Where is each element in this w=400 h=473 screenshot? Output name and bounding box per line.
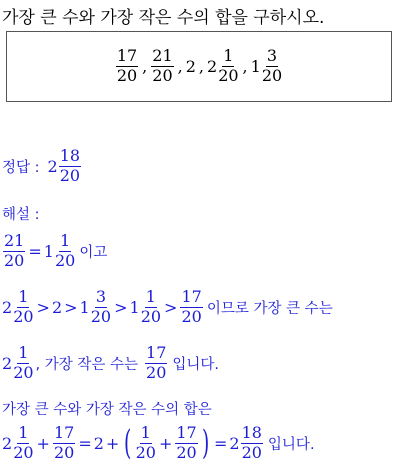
answer-whole: 2 <box>47 156 58 176</box>
question-text: 가장 큰 수와 가장 작은 수의 합을 구하시오. <box>2 8 325 28</box>
fraction <box>13 425 33 462</box>
text: 이므로 가장 큰 수는 <box>206 300 333 317</box>
denominator: 20 <box>59 165 81 185</box>
numerator: 17 <box>53 423 75 442</box>
fraction <box>13 345 33 382</box>
answer-line <box>2 148 82 185</box>
fraction-21-20 <box>151 48 173 85</box>
denominator: 20 <box>241 442 262 462</box>
fraction <box>180 289 202 326</box>
fraction <box>55 233 75 270</box>
denominator: 20 <box>54 250 76 270</box>
fraction <box>91 289 111 326</box>
numerator: 3 <box>266 46 278 66</box>
whole-number: 2 <box>93 433 104 453</box>
denominator: 20 <box>53 442 75 462</box>
mixed-whole: 2 <box>207 57 218 76</box>
numerator: 18 <box>241 423 262 442</box>
greater-than-sign: > <box>114 297 128 317</box>
denominator: 20 <box>146 362 167 382</box>
whole-number: 2 <box>51 297 63 317</box>
comma: , <box>242 57 248 76</box>
mixed-whole: 1 <box>79 297 90 317</box>
fraction <box>145 345 167 382</box>
right-paren: ) <box>201 423 209 464</box>
numerator: 17 <box>116 46 138 66</box>
denominator: 20 <box>261 66 283 85</box>
solution-line-5 <box>2 425 315 462</box>
mixed-whole: 1 <box>129 297 140 317</box>
fraction <box>3 233 25 270</box>
numerator: 1 <box>60 231 71 250</box>
mixed-whole: 1 <box>43 241 54 261</box>
denominator: 20 <box>13 362 34 382</box>
numerator: 1 <box>18 287 29 306</box>
numerator: 1 <box>223 46 234 66</box>
solution-line-3 <box>2 345 219 382</box>
mixed-fraction-part <box>262 48 282 85</box>
fraction <box>136 425 156 462</box>
mixed-whole: 2 <box>229 433 240 453</box>
text: 이고 <box>79 244 108 261</box>
fraction-17-20 <box>116 48 138 85</box>
numerator: 3 <box>95 287 106 306</box>
mixed-whole: 2 <box>2 353 13 373</box>
greater-than-sign: > <box>36 297 50 317</box>
solution-label-line <box>2 203 40 224</box>
plus-sign: + <box>105 433 120 453</box>
comma: , <box>198 57 204 76</box>
answer-fraction <box>59 148 81 185</box>
numerator: 1 <box>140 423 151 442</box>
fraction <box>175 425 197 462</box>
text: 가장 큰 수와 가장 작은 수의 합은 <box>2 402 212 418</box>
fraction <box>141 289 161 326</box>
whole-number-2: 2 <box>185 57 196 76</box>
number-list <box>7 32 391 101</box>
denominator: 20 <box>135 442 156 462</box>
numerator: 17 <box>181 287 202 306</box>
denominator: 20 <box>116 66 138 85</box>
text: , 가장 작은 수는 <box>35 356 139 373</box>
solution-label: 해설 : <box>2 207 40 223</box>
text: 입니다. <box>172 356 220 373</box>
mixed-fraction-part <box>218 48 238 85</box>
number-box <box>6 31 392 102</box>
text: 입니다. <box>267 436 315 453</box>
equals-sign: = <box>213 433 228 453</box>
numerator: 1 <box>18 423 29 442</box>
greater-than-sign: > <box>64 297 78 317</box>
numerator: 1 <box>18 343 29 362</box>
numerator: 17 <box>146 343 167 362</box>
numerator: 1 <box>145 287 156 306</box>
mixed-whole: 1 <box>250 57 261 76</box>
denominator: 20 <box>13 306 34 326</box>
numerator: 21 <box>152 46 173 66</box>
answer-label: 정답 : <box>2 159 40 176</box>
denominator: 20 <box>4 250 25 270</box>
left-paren: ( <box>124 423 132 464</box>
comma: , <box>177 57 183 76</box>
mixed-whole: 2 <box>2 297 13 317</box>
fraction <box>241 425 263 462</box>
denominator: 20 <box>90 306 112 326</box>
denominator: 20 <box>152 66 173 85</box>
numerator: 18 <box>59 146 81 165</box>
fraction <box>53 425 75 462</box>
greater-than-sign: > <box>164 297 178 317</box>
solution-line-1 <box>2 233 107 270</box>
denominator: 20 <box>181 306 202 326</box>
denominator: 20 <box>13 442 34 462</box>
equals-sign: = <box>28 241 42 261</box>
solution-line-4 <box>2 398 212 419</box>
denominator: 20 <box>140 306 162 326</box>
denominator: 20 <box>176 442 197 462</box>
equals-sign: = <box>78 433 92 453</box>
numerator: 17 <box>176 423 197 442</box>
mixed-whole: 2 <box>2 433 13 453</box>
comma: , <box>142 57 148 76</box>
denominator: 20 <box>218 66 239 85</box>
plus-sign: + <box>36 433 50 453</box>
plus-sign: + <box>158 433 173 453</box>
numerator: 21 <box>4 231 25 250</box>
fraction <box>13 289 33 326</box>
solution-line-2 <box>2 289 333 326</box>
